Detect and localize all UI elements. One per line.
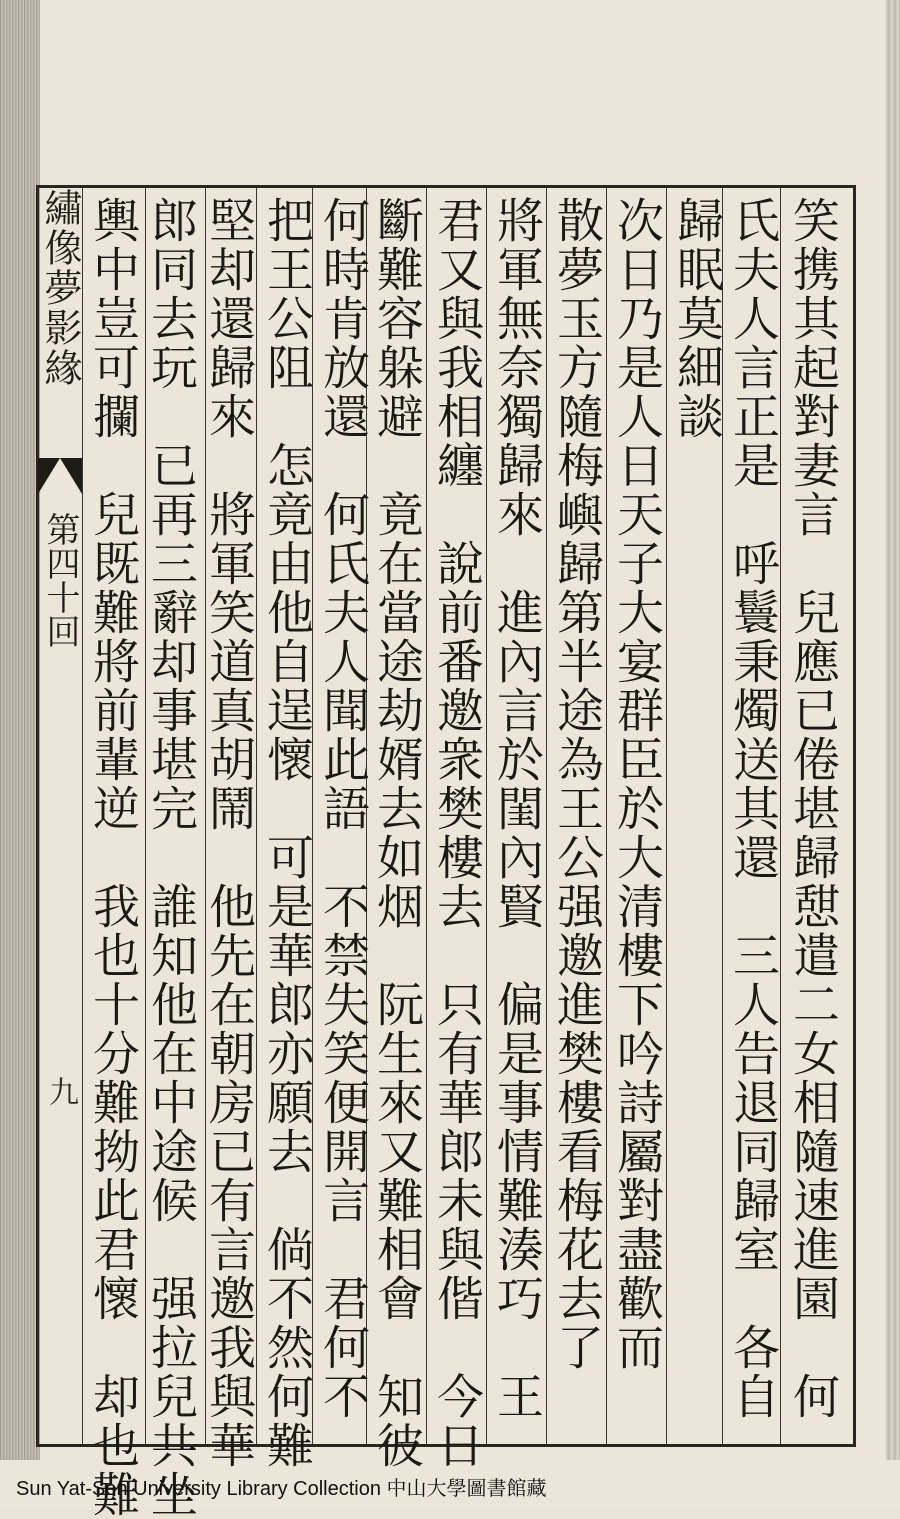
text-column-8: 斷難容躲避 竟在當途劫婿去如烟 阮生來又難相會 知彼 <box>369 196 424 1470</box>
text-column-13: 輿中豈可攔 兒既難將前輩逆 我也十分難拗此君懷 却也難 <box>85 196 140 1519</box>
text-column-1: 笑携其起對妻言 兒應已倦堪歸憇遣二女相隨速進園 何 <box>785 196 840 1421</box>
book-title: 繡像夢影緣 <box>38 188 82 388</box>
text-column-11: 堅却還歸來 將軍笑道真胡鬧 他先在朝房已有言邀我與華 <box>201 196 256 1470</box>
page-edge <box>886 0 900 1460</box>
book-fold <box>0 0 40 1460</box>
collection-credit <box>16 1472 547 1501</box>
text-column-5: 散夢玉方隨梅嶼歸第半途為王公强邀進樊樓看梅花去了 <box>549 196 604 1372</box>
text-column-2: 氏夫人言正是 呼鬟秉燭送其還 三人告退同歸室 各自 <box>725 196 780 1421</box>
text-column-7: 君又與我相纏 說前番邀衆樊樓去 只有華郎未與偕 今日 <box>429 196 484 1470</box>
text-column-4: 次日乃是人日天子大宴群臣於大清樓下吟詩屬對盡歡而 <box>609 196 664 1372</box>
text-column-12: 郎同去玩 已再三辭却事堪完 誰知他在中途候 强拉兒共坐 <box>143 196 198 1519</box>
text-column-9: 何時肯放還 何氏夫人聞此語 不禁失笑便開言 君何不 <box>315 196 370 1421</box>
chapter-label: 第四十回 <box>40 512 80 648</box>
text-column-6: 將軍無奈獨歸來 進內言於閨內賢 偏是事情難湊巧 王 <box>489 196 544 1421</box>
fishtail-mark <box>38 458 82 494</box>
credit-english: Sun Yat-Sen University Library Collection <box>16 1478 381 1500</box>
leaf-number: 九 <box>43 1076 78 1106</box>
credit-chinese: 中山大學圖書館藏 <box>386 1476 547 1500</box>
text-column-10: 把王公阻 怎竟由他自逞懷 可是華郎亦願去 倘不然何難 <box>259 196 314 1470</box>
text-column-3: 歸眠莫細談 <box>669 196 724 441</box>
center-margin <box>38 188 82 1444</box>
